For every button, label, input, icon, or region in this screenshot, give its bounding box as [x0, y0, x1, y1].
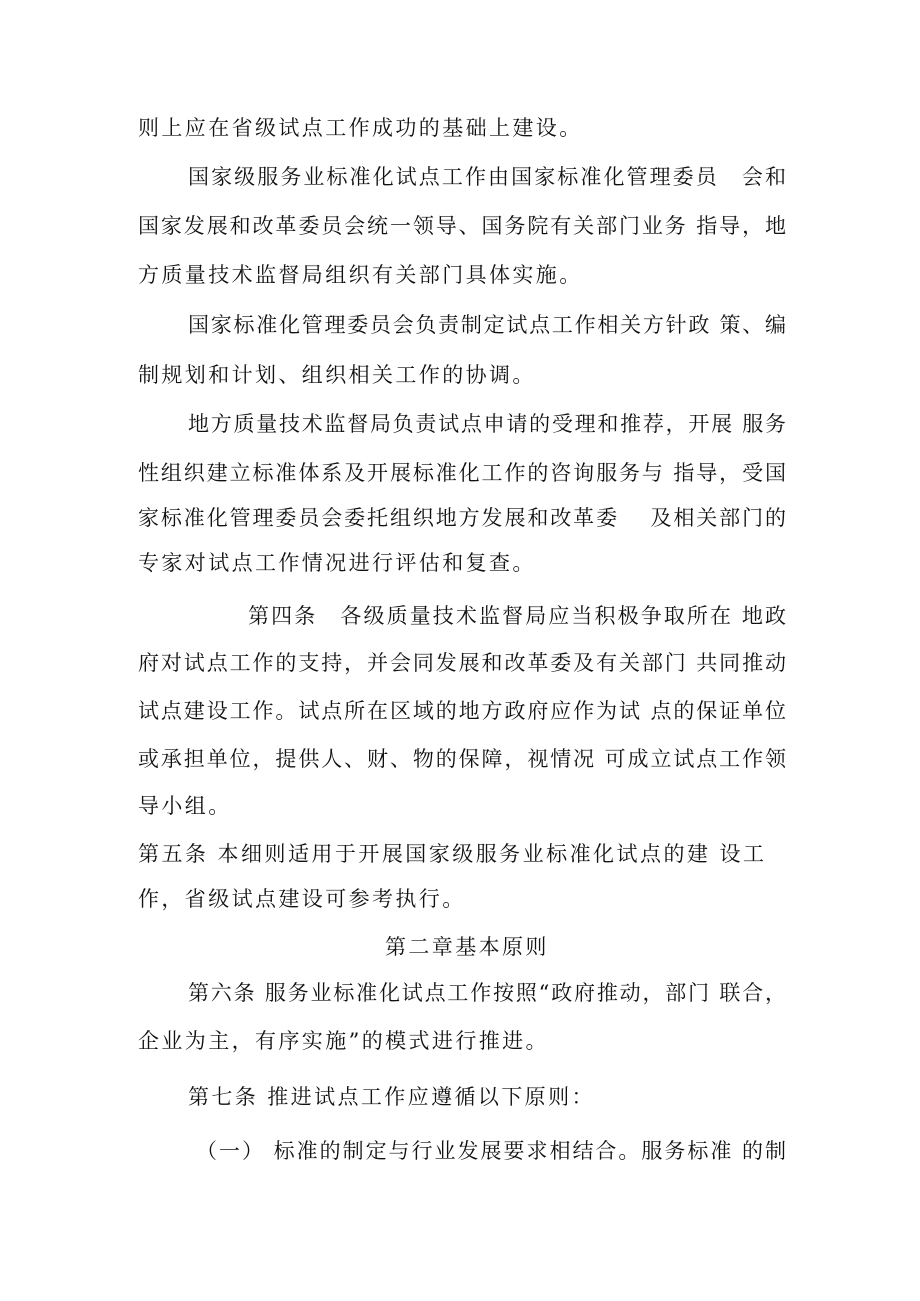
text-line-7: 地方质量技术监督局负责试点申请的受理和推荐，开展 服务 — [188, 412, 786, 436]
text-line-8: 性组织建立标准体系及开展标准化工作的咨询服务与 指导，受国 — [138, 461, 786, 485]
text-line-21: （一） 标准的制定与行业发展要求相结合。服务标准 的制 — [196, 1139, 786, 1163]
text-line-6: 制规划和计划、组织相关工作的协调。 — [138, 363, 536, 387]
text-line-20: 第七条 推进试点工作应遵循以下原则： — [188, 1085, 595, 1109]
text-line-1: 则上应在省级试点工作成功的基础上建设。 — [138, 116, 583, 140]
text-line-16: 第五条 本细则适用于开展国家级服务业标准化试点的建 设工 — [138, 842, 764, 866]
text-line-15: 导小组。 — [138, 794, 232, 818]
chapter-heading: 第二章基本原则 — [385, 935, 549, 959]
text-line-13: 试点建设工作。试点所在区域的地方政府应作为试 点的保证单位 — [138, 699, 786, 723]
text-line-2: 国家级服务业标准化试点工作由国家标准化管理委员 会和 — [188, 165, 786, 189]
text-line-5: 国家标准化管理委员会负责制定试点工作相关方针政 策、编 — [188, 313, 786, 337]
text-line-9: 家标准化管理委员会委托组织地方发展和改革委 及相关部门的 — [138, 506, 786, 530]
text-line-3: 国家发展和改革委员会统一领导、国务院有关部门业务 指导，地 — [138, 214, 786, 238]
text-line-11: 第四条 各级质量技术监督局应当积极争取所在 地政 — [248, 604, 786, 628]
text-line-10: 专家对试点工作情况进行评估和复查。 — [138, 551, 536, 575]
text-line-18: 第六条 服务业标准化试点工作按照“政府推动，部门 联合， — [188, 981, 786, 1005]
text-line-12: 府对试点工作的支持，并会同发展和改革委及有关部门 共同推动 — [138, 651, 786, 675]
text-line-14: 或承担单位，提供人、财、物的保障，视情况 可成立试点工作领 — [138, 747, 786, 771]
text-line-4: 方质量技术监督局组织有关部门具体实施。 — [138, 263, 583, 287]
text-line-17: 作，省级试点建设可参考执行。 — [138, 887, 466, 911]
text-line-19: 企业为主，有序实施”的模式进行推进。 — [138, 1029, 549, 1053]
